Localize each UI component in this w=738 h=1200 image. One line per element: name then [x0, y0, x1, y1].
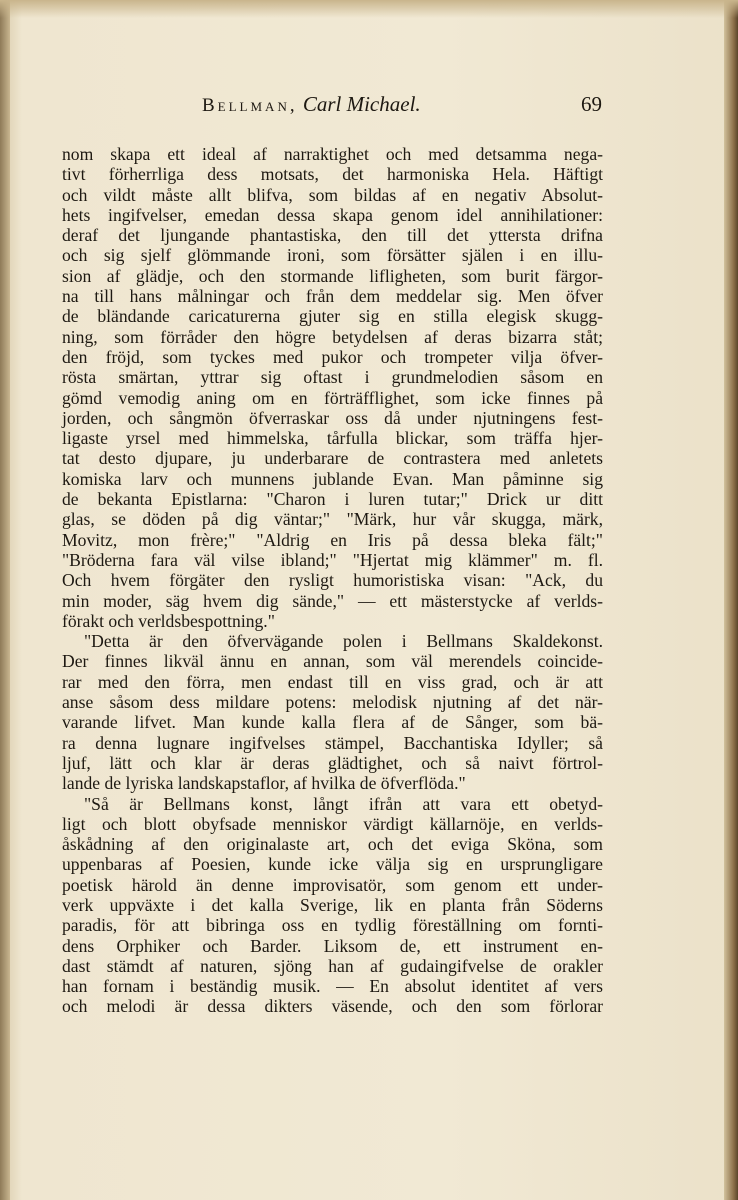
- text-line: förakt och verldsbespottning.": [62, 610, 275, 631]
- text-line: varande lifvet. Man kunde kalla flera af de Sånger, som bä-: [62, 712, 603, 733]
- text-line: han fornam i beständig musik. — En absolut identitet af vers: [62, 976, 603, 997]
- text-line: "Bröderna fara väl vilse ibland;" "Hjertat mig klämmer" m. fl.: [62, 549, 603, 570]
- text-line: min moder, säg hvem dig sände," — ett mästerstycke af verlds-: [62, 590, 603, 611]
- text-line: de bländande caricaturerna gjuter sig en stilla elegisk skugg-: [62, 306, 603, 327]
- text-line: den fröjd, som tyckes med pukor och trompeter vilja öfver-: [62, 346, 603, 367]
- text-line: åskådning af den originalaste art, och det eviga Sköna, som: [62, 834, 603, 855]
- text-line: ljuf, lätt och klar är deras glädtighet, och så naivt förtrol-: [62, 752, 603, 773]
- text-line: nom skapa ett ideal af narraktighet och med detsamma nega-: [62, 144, 603, 164]
- text-line: sion af glädje, och den stormande lifligheten, som burit färgor-: [62, 265, 603, 286]
- text-line: tat desto djupare, ju underbarare de contrastera med anletets: [62, 448, 603, 469]
- text-line: tivt förherrliga dess motsats, det harmoniska Hela. Häftigt: [62, 164, 603, 185]
- text-line: jorden, och sångmön öfverraskar oss då under njutningens fest-: [62, 407, 603, 428]
- text-line: "Detta är den öfvervägande polen i Bellmans Skaldekonst.: [84, 631, 603, 652]
- text-line: ligt och blott obyfsade menniskor värdigt källarnöje, en verlds-: [62, 813, 603, 834]
- text-line: och sig sjelf glömmande ironi, som försätter själen i en illu-: [62, 245, 603, 266]
- text-line: dens Orphiker och Barder. Liksom de, ett instrument en-: [62, 935, 603, 956]
- page-header: [62, 92, 602, 122]
- text-line: "Så är Bellmans konst, långt ifrån att vara ett obetyd-: [84, 793, 603, 814]
- body-text: [62, 144, 603, 1017]
- text-line: poetisk härold än denne improvisatör, som genom ett under-: [62, 874, 603, 895]
- text-line: Och hvem förgäter den rysligt humoristiska visan: "Ack, du: [62, 570, 603, 591]
- text-line: glas, se döden på dig väntar;" "Märk, hur vår skugga, märk,: [62, 509, 603, 530]
- page-top-shadow: [0, 0, 738, 18]
- text-line: ra denna lugnare ingifvelses stämpel, Bacchantiska Idyller; så: [62, 732, 603, 753]
- text-line: paradis, för att bibringa oss en tydlig föreställning om fornti-: [62, 915, 603, 936]
- text-line: na till hans målningar och från dem meddelar sig. Men öfver: [62, 286, 603, 307]
- text-line: komiska larv och munnens jublande Evan. Man påminne sig: [62, 468, 603, 489]
- running-head-given-name: Carl Michael.: [302, 92, 421, 116]
- text-line: deraf det ljungande phantastiska, den till det yttersta drifna: [62, 225, 603, 246]
- text-line: lande de lyriska landskapstaflor, af hvilka de öfverflöda.": [62, 773, 466, 794]
- text-line: rar med den förra, men endast till en viss grad, och är att: [62, 671, 603, 692]
- running-head-surname: Bellman,: [202, 95, 298, 116]
- text-line: hets ingifvelser, emedan dessa skapa genom idel annihilationer:: [62, 204, 603, 225]
- page-edge-right: [724, 0, 738, 1200]
- text-line: verk uppväxte i det kalla Sverige, lik en planta från Söderns: [62, 894, 603, 915]
- text-line: Movitz, mon frère;" "Aldrig en Iris på dessa bleka fält;": [62, 529, 603, 550]
- text-line: de bekanta Epistlarna: "Charon i luren tutar;" Drick ur ditt: [62, 489, 603, 510]
- text-line: ning, som förråder den högre betydelsen af deras bizarra ståt;: [62, 326, 603, 347]
- text-line: gömd vemodig aning om en förträfflighet, som icke finnes på: [62, 387, 603, 408]
- text-line: ligaste yrsel med himmelska, tårfulla blickar, som träffa hjer-: [62, 428, 603, 449]
- text-line: och melodi är dessa dikters väsende, och den som förlorar: [62, 996, 603, 1017]
- text-line: Der finnes likväl ännu en annan, som väl merendels coincide-: [62, 651, 603, 672]
- text-line: anse såsom dess mildare potens: melodisk njutning af det när-: [62, 692, 603, 713]
- text-line: uppenbaras af Poesien, kunde icke välja sig en ursprungligare: [62, 854, 603, 875]
- text-line: och vildt måste allt blifva, som bildas af en negativ Absolut-: [62, 184, 603, 205]
- page-number: 69: [581, 92, 602, 116]
- page-edge-left: [0, 0, 10, 1200]
- running-head: [202, 92, 421, 117]
- text-line: rösta smärtan, yttrar sig oftast i grundmelodien såsom en: [62, 367, 603, 388]
- text-line: dast stämdt af naturen, sjöng han af gudaingifvelse de orakler: [62, 955, 603, 976]
